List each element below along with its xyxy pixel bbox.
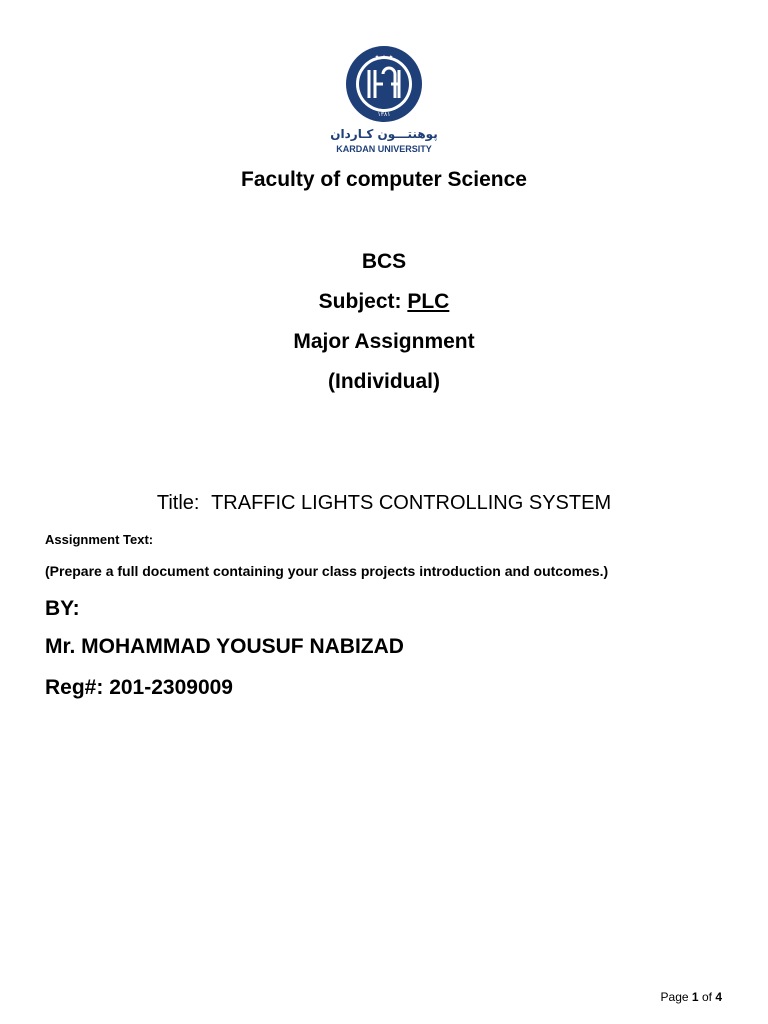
subject-label: Subject:: [318, 290, 402, 313]
assignment-mode-heading: (Individual): [328, 370, 440, 393]
assignment-type-heading: Major Assignment: [293, 330, 475, 353]
title-line: [0, 492, 768, 515]
title-label: Title:: [156, 492, 200, 514]
title-value: TRAFFIC LIGHTS CONTROLLING SYSTEM: [211, 492, 612, 514]
of-label: of: [701, 990, 712, 1004]
kardan-seal-icon: [329, 44, 439, 156]
author-name: Mr. MOHAMMAD YOUSUF NABIZAD: [45, 635, 404, 658]
logo-latin-text: KARDAN UNIVERSITY: [336, 144, 432, 154]
university-logo: [0, 44, 768, 161]
program-heading: BCS: [361, 250, 407, 273]
current-page: 1: [691, 990, 699, 1004]
assignment-text-body: (Prepare a full document containing your class projects introduction and outcomes.): [45, 563, 609, 579]
svg-text:۱۳۸۱: ۱۳۸۱: [377, 111, 391, 118]
reg-value: 201-2309009: [109, 676, 233, 699]
subject-heading: [0, 290, 768, 314]
page-label: Page: [660, 990, 689, 1004]
reg-label: Reg#:: [45, 676, 104, 699]
svg-text:✦ ✦ ✦: ✦ ✦ ✦: [374, 54, 394, 61]
assignment-text-label: Assignment Text:: [45, 532, 154, 547]
page-number-footer: [661, 990, 722, 1004]
logo-persian-text: پوهنتـــون کـاردان: [330, 127, 438, 141]
total-pages: 4: [715, 990, 722, 1004]
by-label: BY:: [45, 597, 80, 620]
registration-number: [45, 676, 233, 700]
faculty-heading: Faculty of computer Science: [241, 168, 527, 191]
subject-value: PLC: [407, 290, 450, 313]
